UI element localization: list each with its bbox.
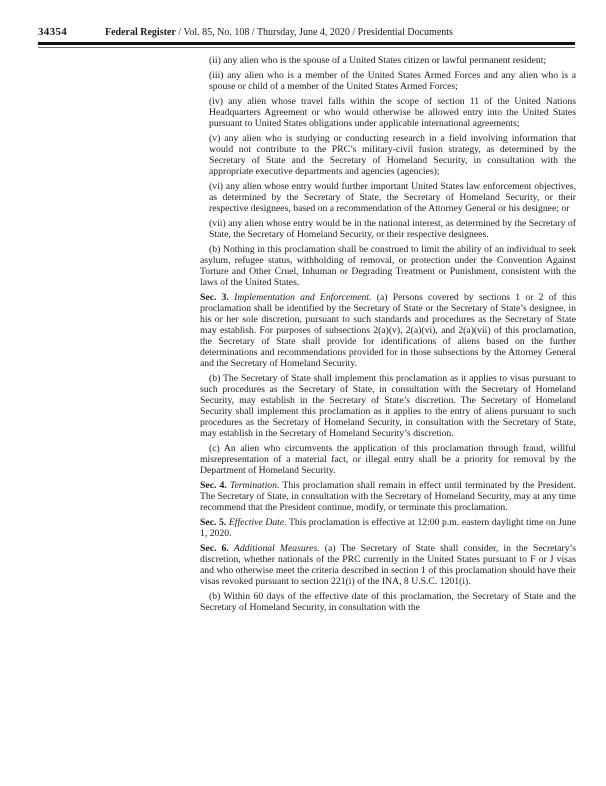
paragraph-b-asylum: (b) Nothing in this proclamation shall be construed to limit the ability of an individual to seek asylum, refugee status, withholding of removal, or protection under the Convention Against Torture and Other Cruel, Inhuman or Degrading Treatment or Punishment, consistent with the laws of the United States. [200, 244, 576, 288]
section-body: (a) The Secretary of State shall consider, in the Secretary’s discretion, whether nationals of the PRC currently in the United States pursuant to F or J visas and who otherwise meet the criteria described in section 1 of this proclamation should have their visas revoked pursuant to section 221(i) of the INA, 8 U.S.C. 1201(i). [200, 543, 577, 587]
issue-info: / Vol. 85, No. 108 / Thursday, June 4, 2020 / Presidential Documents [178, 27, 453, 38]
section-title: Termination. [229, 480, 280, 491]
paragraph-b-within-60-days: (b) Within 60 days of the effective date of this proclamation, the Secretary of State and the Secretary of Homeland Security, in consultation with the [200, 591, 576, 613]
section-label: Sec. 4. [200, 480, 227, 491]
section-5-effective-date [200, 517, 576, 539]
section-title: Effective Date. [228, 517, 287, 528]
document-body [200, 55, 576, 617]
section-title: Implementation and Enforcement. [234, 292, 372, 303]
section-body: This proclamation shall remain in effect until terminated by the President. The Secretary of State, in consultation with the Secretary of Homeland Security, may at any time recommend that the President continue, modify, or terminate this proclamation. [200, 480, 576, 513]
section-title: Additional Measures. [233, 543, 320, 554]
section-3-implementation [200, 292, 576, 369]
section-6-additional-measures [200, 543, 576, 587]
page-header [38, 26, 578, 38]
paragraph-c-removal: (c) An alien who circumvents the application of this proclamation through fraud, willful misrepresentation of a material fact, or illegal entry shall be a priority for removal by the Department of Homeland Security. [200, 443, 576, 476]
clause-vii: (vii) any alien whose entry would be in the national interest, as determined by the Secretary of State, the Secretary of Homeland Security, or their respective designees. [209, 218, 576, 240]
section-label: Sec. 6. [200, 543, 229, 554]
clause-v: (v) any alien who is studying or conducting research in a field involving information that would not contribute to the PRC’s military-civil fusion strategy, as determined by the Secretary of State and the Secretary of Homeland Security, in consultation with the appropriate executive departments and agencies (agencies); [209, 133, 576, 177]
header-rule-thin [38, 47, 575, 48]
clause-iv: (iv) any alien whose travel falls within the scope of section 11 of the United Nations Headquarters Agreement or who would otherwise be allowed entry into the United States pursuant to United States obligations under applicable international agreements; [209, 96, 576, 129]
section-label: Sec. 3. [200, 292, 229, 303]
clause-iii: (iii) any alien who is a member of the United States Armed Forces and any alien who is a spouse or child of a member of the United States Armed Forces; [209, 70, 576, 92]
page-number: 34354 [38, 26, 67, 38]
section-body: This proclamation is effective at 12:00 p.m. eastern daylight time on June 1, 2020. [200, 517, 576, 539]
section-label: Sec. 5. [200, 517, 227, 528]
journal-title: Federal Register [105, 27, 176, 38]
section-body: (a) Persons covered by sections 1 or 2 of this proclamation shall be identified by the Secretary of State or the Secretary of State’s designee, in his or her sole discretion, pursuant to such standards and procedures as the Secretary of State may establish. For purposes of subsections 2(a)(v), 2(a)(vi), and 2(a)(vii) of this proclamation, the Secretary of State shall provide for identifications of aliens based on the further determinations and recommendations provided for in those subsections by the Attorney General and the Secretary of Homeland Security. [200, 292, 576, 369]
header-rule-thick [38, 42, 575, 45]
clause-vi: (vi) any alien whose entry would further important United States law enforcement objectives, as determined by the Secretary of State, the Secretary of Homeland Security, or their respective designees, based on a recommendation of the Attorney General or his designee; or [209, 181, 576, 214]
section-4-termination [200, 480, 576, 513]
paragraph-b-implementation: (b) The Secretary of State shall implement this proclamation as it applies to visas pursuant to such procedures as the Secretary of State, in consultation with the Secretary of Homeland Security, may establish in the Secretary of State’s discretion. The Secretary of Homeland Security shall implement this proclamation as it applies to the entry of aliens pursuant to such procedures as the Secretary of Homeland Security, in consultation with the Secretary of State, may establish in the Secretary of Homeland Security’s discretion. [200, 373, 576, 439]
clause-ii: (ii) any alien who is the spouse of a United States citizen or lawful permanent resident; [209, 55, 547, 66]
